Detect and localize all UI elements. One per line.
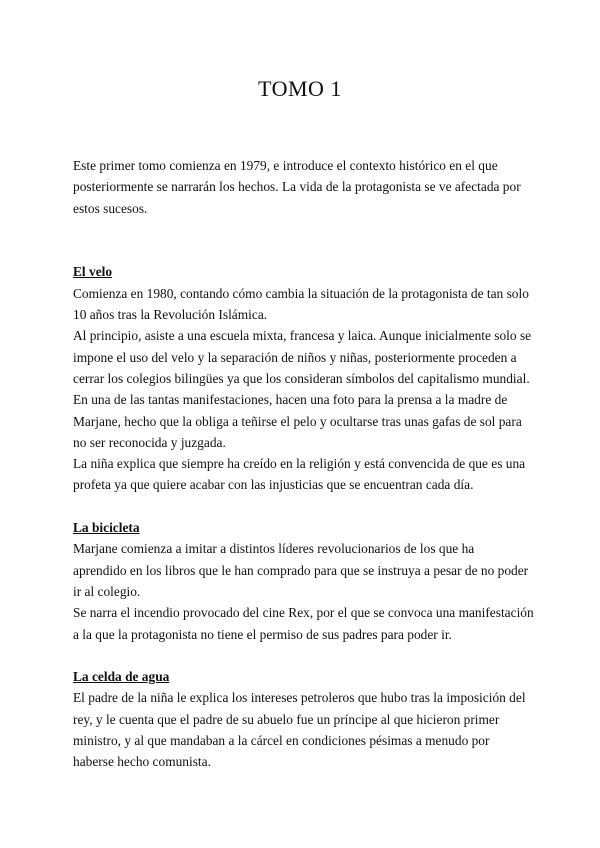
text-line: profeta ya que quiere acabar con las injusticias que se encuentran cada día. bbox=[73, 477, 474, 493]
section-la-celda-de-agua bbox=[73, 666, 535, 772]
text-line: estos sucesos. bbox=[73, 200, 148, 216]
text-line: Comienza en 1980, contando cómo cambia la situación de la protagonista de tan solo bbox=[73, 285, 529, 301]
section-heading: La bicicleta bbox=[73, 520, 140, 536]
text-line: no ser reconocida y juzgada. bbox=[73, 434, 226, 450]
text-line: Marjane comienza a imitar a distintos líderes revolucionarios de los que ha bbox=[73, 541, 475, 557]
section-la-bicicleta bbox=[73, 517, 535, 645]
section-el-velo bbox=[73, 261, 535, 495]
text-line: Este primer tomo comienza en 1979, e introduce el contexto histórico en el que bbox=[73, 158, 498, 173]
text-line: aprendido en los libros que le han comprado para que se instruya a pesar de no poder bbox=[73, 562, 529, 578]
text-line: Al principio, asiste a una escuela mixta, francesa y laica. Aunque inicialmente solo se bbox=[73, 328, 532, 344]
document-body bbox=[73, 155, 535, 773]
text-line: La niña explica que siempre ha creído en la religión y está convencida de que es una bbox=[73, 456, 526, 472]
intro-paragraph bbox=[73, 155, 535, 219]
text-line: 10 años tras la Revolución Islámica. bbox=[73, 307, 268, 323]
text-line: ministro, y al que mandaban a la cárcel en condiciones pésimas a menudo por bbox=[73, 733, 490, 749]
text-line: impone el uso del velo y la separación de niños y niñas, posteriormente proceden a bbox=[73, 349, 517, 365]
text-line: cerrar los colegios bilingües ya que los consideran símbolos del capitalismo mundial. bbox=[73, 370, 530, 386]
text-line: posteriormente se narrarán los hechos. La vida de la protagonista se ve afectada por bbox=[73, 179, 521, 195]
text-line: Se narra el incendio provocado del cine Rex, por el que se convoca una manifestación bbox=[73, 605, 534, 621]
text-line: a la que la protagonista no tiene el permiso de sus padres para poder ir. bbox=[73, 626, 452, 642]
text-line: ir al colegio. bbox=[73, 583, 141, 599]
text-line: El padre de la niña le explica los intereses petroleros que hubo tras la imposición del bbox=[73, 690, 526, 706]
text-line: Marjane, hecho que la obliga a teñirse el pelo y ocultarse tras unas gafas de sol para bbox=[73, 413, 522, 429]
text-line: rey, y le cuenta que el padre de su abuelo fue un príncipe al que hicieron primer bbox=[73, 711, 500, 727]
text-line: En una de las tantas manifestaciones, hacen una foto para la prensa a la madre de bbox=[73, 392, 508, 408]
page-title: TOMO 1 bbox=[258, 76, 342, 101]
section-heading: La celda de agua bbox=[73, 669, 170, 685]
section-heading: El velo bbox=[73, 264, 113, 280]
text-line: haberse hecho comunista. bbox=[73, 754, 211, 770]
